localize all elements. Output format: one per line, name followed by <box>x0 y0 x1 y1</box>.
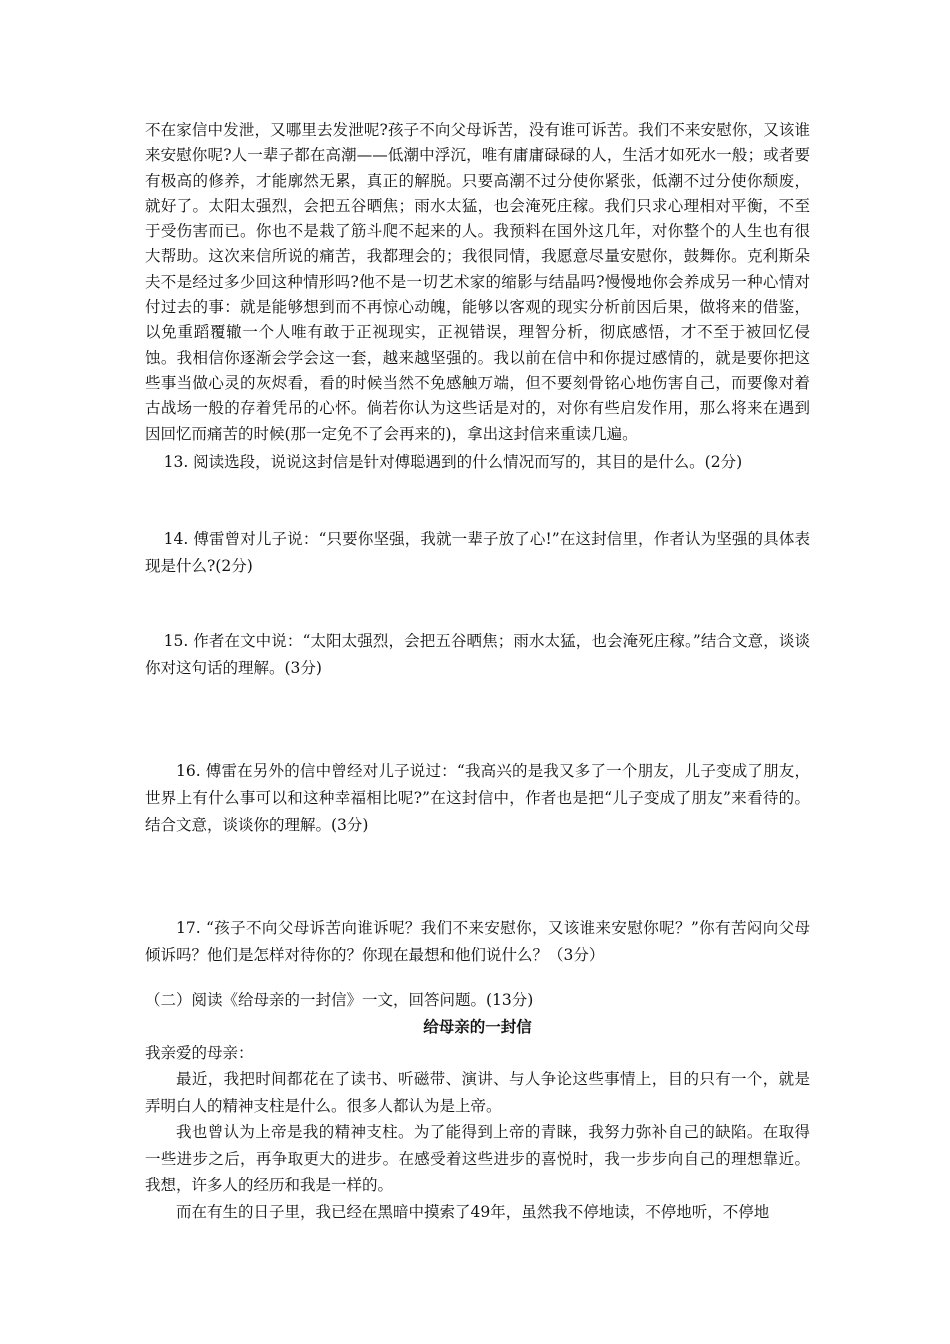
letter-paragraph: 最近，我把时间都花在了读书、听磁带、演讲、与人争论这些事情上，目的只有一个，就是弄明白人的精神支柱是什么。很多人都认为是上帝。 <box>145 1070 810 1115</box>
section-2-heading: （二）阅读《给母亲的一封信》一文，回答问题。(13分) <box>145 990 534 1009</box>
exam-page <box>145 118 810 1225</box>
letter-paragraph: 我也曾认为上帝是我的精神支柱。为了能得到上帝的青睐，我努力弥补自己的缺陷。在取得一些进步之后，再争取更大的进步。在感受着这些进步的喜悦时，我一步步向自己的理想靠近。我想，许多人的经历和我是一样的。 <box>145 1123 810 1195</box>
letter-title: 给母亲的一封信 <box>423 1016 532 1036</box>
question-17: 17. “孩子不向父母诉苦向谁诉呢？我们不来安慰你，又该谁来安慰你呢？”你有苦闷向父母倾诉吗？他们是怎样对待你的？你现在最想和他们说什么？（3分） <box>145 918 810 964</box>
letter-paragraph: 而在有生的日子里，我已经在黑暗中摸索了49年，虽然我不停地读，不停地听，不停地 <box>176 1202 770 1221</box>
question-14: 14. 傅雷曾对儿子说：“只要你坚强，我就一辈子放了心!”在这封信里，作者认为坚强的具体表现是什么?(2分) <box>145 529 810 575</box>
question-16: 16. 傅雷在另外的信中曾经对儿子说过：“我高兴的是我又多了一个朋友，儿子变成了朋友，世界上有什么事可以和这种幸福相比呢?”在这封信中，作者也是把“儿子变成了朋友”来看待的。结合文意，谈谈你的理解。(3分) <box>145 761 810 834</box>
question-13: 13. 阅读选段，说说这封信是针对傅聪遇到的什么情况而写的，其目的是什么。(2分) <box>163 452 743 471</box>
letter-salutation: 我亲爱的母亲： <box>145 1043 254 1062</box>
question-15: 15. 作者在文中说：“太阳太强烈，会把五谷晒焦；雨水太猛，也会淹死庄稼。”结合文意，谈谈你对这句话的理解。(3分) <box>145 631 810 677</box>
passage-excerpt: 不在家信中发泄，又哪里去发泄呢?孩子不向父母诉苦，没有谁可诉苦。我们不来安慰你，又该谁来安慰你呢?人一辈子都在高潮——低潮中浮沉，唯有庸庸碌碌的人，生活才如死水一般；或者要有极高的修养，才能廓然无累，真正的解脱。只要高潮不过分使你紧张，低潮不过分使你颓废，就好了。太阳太强烈，会把五谷晒焦；雨水太猛，也会淹死庄稼。我们只求心理相对平衡，不至于受伤害而已。你也不是栽了筋斗爬不起来的人。我预料在国外这几年，对你整个的人生也有很大帮助。这次来信所说的痛苦，我都理会的；我很同情，我愿意尽量安慰你，鼓舞你。克利斯朵夫不是经过多少回这种情形吗?他不是一切艺术家的缩影与结晶吗?慢慢地你会养成另一种心情对付过去的事：就是能够想到而不再惊心动魄，能够以客观的现实分析前因后果，做将来的借鉴，以免重蹈覆辙一个人唯有敢于正视现实，正视错误，理智分析，彻底感悟，才不至于被回忆侵蚀。我相信你逐渐会学会这一套，越来越坚强的。我以前在信中和你提过感情的，就是要你把这些事当做心灵的灰烬看，看的时候当然不免感触万端，但不要刻骨铭心地伤害自己，而要像对着古战场一般的存着凭吊的心怀。倘若你认为这些话是对的，对你有些启发作用，那么将来在遇到因回忆而痛苦的时候(那一定免不了会再来的)，拿出这封信来重读几遍。 <box>145 121 810 443</box>
